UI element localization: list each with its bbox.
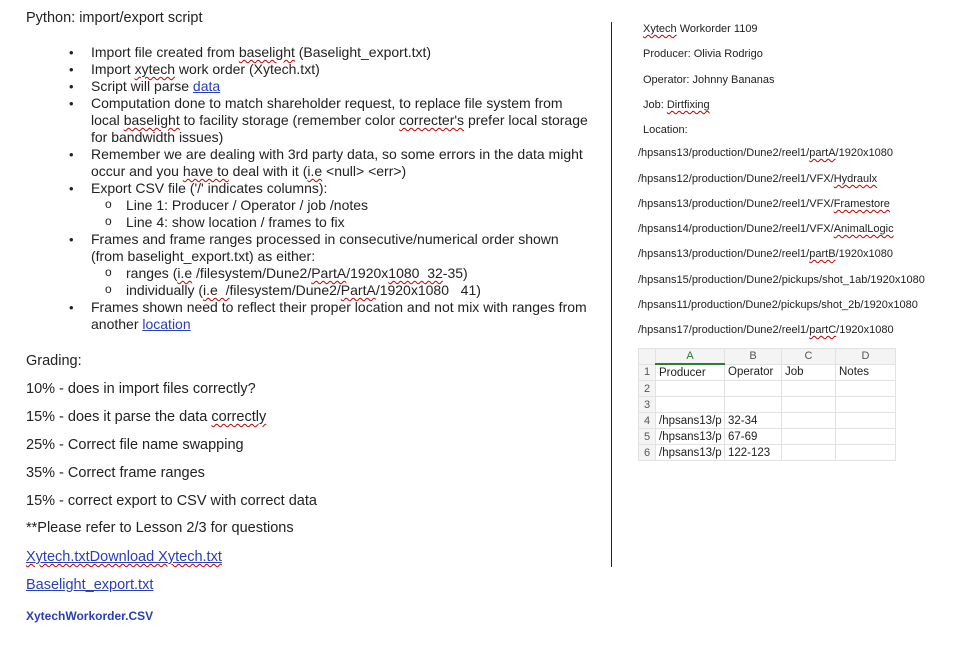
spellcheck-word: Framestore (833, 198, 890, 210)
sheet-cell[interactable] (782, 429, 836, 445)
spellcheck-word: PartA (340, 282, 376, 298)
sheet-cell[interactable]: Producer (656, 364, 725, 381)
spellcheck-word: partB (809, 248, 836, 260)
subrequirement-item: o ranges (i.e /filesystem/Dune2/PartA/1920x1080 32-35) (91, 265, 590, 282)
spellcheck-word: xytech (134, 61, 176, 77)
spellcheck-word: correctly (211, 409, 267, 425)
sheet-cell[interactable] (836, 381, 896, 397)
workorder-title: Xytech Workorder 1109 (643, 23, 758, 35)
sheet-cell[interactable] (656, 397, 725, 413)
column-header-row (639, 349, 896, 365)
spellcheck-word: partA (809, 147, 836, 159)
sheet-cell[interactable] (782, 445, 836, 461)
location-path: /hpsans11/production/Dune2/pickups/shot_2b/1920x1080 (638, 299, 918, 311)
sheet-cell[interactable]: /hpsans13/p (656, 445, 725, 461)
workorder-job: Job: Dirtfixing (643, 99, 710, 111)
spellcheck-word: i.e (307, 163, 323, 179)
sheet-cell[interactable]: 122-123 (725, 445, 782, 461)
grading-note: **Please refer to Lesson 2/3 for questions (26, 520, 294, 536)
workorder-operator: Operator: Johnny Bananas (643, 74, 775, 86)
sheet-cell[interactable]: Job (782, 364, 836, 381)
location-path: /hpsans14/production/Dune2/reel1/VFX/AnimalLogic (638, 223, 894, 235)
sheet-cell[interactable] (836, 429, 896, 445)
requirement-item: • Import xytech work order (Xytech.txt) (60, 61, 590, 78)
download-xytech-link[interactable]: Download Xytech.txt (89, 549, 222, 565)
csv-format-sublist (91, 197, 590, 231)
sheet-cell[interactable]: 67-69 (725, 429, 782, 445)
location-path: /hpsans15/production/Dune2/pickups/shot_1ab/1920x1080 (638, 274, 925, 286)
spellcheck-word: have to (182, 163, 229, 179)
sheet-row (639, 413, 896, 429)
data-link[interactable]: data (192, 78, 221, 94)
sheet-cell[interactable] (725, 381, 782, 397)
assignment-title: Python: import/export script (26, 10, 203, 26)
baselight-export-link[interactable]: Baselight_export.txt (26, 577, 154, 593)
sheet-cell[interactable]: /hpsans13/p (656, 429, 725, 445)
sheet-row (639, 397, 896, 413)
spellcheck-word: Hydraulx (833, 173, 878, 185)
column-header[interactable]: D (836, 349, 896, 365)
spellcheck-word: baselight (123, 112, 180, 128)
subrequirement-item: o Line 1: Producer / Operator / job /notes (91, 197, 590, 214)
location-path: /hpsans13/production/Dune2/reel1/partA/1920x1080 (638, 147, 894, 159)
spellcheck-word: i.e (177, 265, 193, 281)
column-header[interactable]: A (656, 349, 725, 365)
spellcheck-word: PartA (311, 265, 347, 281)
spellcheck-word: AnimalLogic (833, 223, 894, 235)
location-path: /hpsans12/production/Dune2/reel1/VFX/Hydraulx (638, 173, 878, 185)
requirement-item: • Export CSV file ('/' indicates columns): o Line 1: Producer / Operator / job /notes o Line 4: show location / frames to fix (60, 180, 590, 231)
requirement-item: • Computation done to match shareholder request, to replace file system from local baselight to facility storage (remember color correcter's prefer local storage for bandwidth issues) (60, 95, 590, 146)
row-number[interactable]: 1 (639, 364, 656, 381)
sheet-row (639, 381, 896, 397)
sheet-cell[interactable]: Operator (725, 364, 782, 381)
spellcheck-word: correcter's (399, 112, 465, 128)
grading-item: 15% - does it parse the data correctly (26, 409, 267, 425)
requirement-item: • Script will parse data (60, 78, 590, 95)
csv-preview-spreadsheet (638, 348, 896, 461)
workorder-location-label: Location: (643, 124, 688, 136)
subrequirement-item: o individually (i.e /filesystem/Dune2/PartA/1920x1080 41) (91, 282, 590, 299)
spellcheck-word: Dirtfixing (666, 99, 710, 111)
sheet-cell[interactable] (836, 397, 896, 413)
location-link[interactable]: location (142, 316, 191, 332)
grading-item: 15% - correct export to CSV with correct data (26, 493, 317, 509)
sheet-cell[interactable] (656, 381, 725, 397)
grading-heading: Grading: (26, 353, 82, 369)
grading-item: 25% - Correct file name swapping (26, 437, 244, 453)
location-path: /hpsans13/production/Dune2/reel1/VFX/Framestore (638, 198, 890, 210)
spellcheck-word: i.e / (203, 282, 230, 298)
location-path: /hpsans13/production/Dune2/reel1/partB/1920x1080 (638, 248, 894, 260)
sheet-corner[interactable] (639, 349, 656, 365)
xytech-txt-link[interactable]: Xytech.txt (26, 549, 90, 565)
column-divider (611, 22, 612, 567)
sheet-cell[interactable] (782, 381, 836, 397)
subrequirement-item: o Line 4: show location / frames to fix (91, 214, 590, 231)
xytech-download-links (26, 549, 222, 565)
spellcheck-word: partC (809, 324, 837, 336)
row-number[interactable]: 4 (639, 413, 656, 429)
requirement-item: • Frames and frame ranges processed in consecutive/numerical order shown (from baselight_export.txt) as either: o ranges (i.e /filesystem/Dune2/PartA/1920x1080 32-35) o individually (i.e /filesystem/Dune2/PartA/1920x1080 41) (60, 231, 590, 299)
spellcheck-word: Xytech (643, 23, 677, 35)
requirement-item: • Remember we are dealing with 3rd party data, so some errors in the data might occur and you have to deal with it (i.e <null> <err>) (60, 146, 590, 180)
row-number[interactable]: 2 (639, 381, 656, 397)
row-number[interactable]: 3 (639, 397, 656, 413)
frame-format-sublist (91, 265, 590, 299)
sheet-cell[interactable]: /hpsans13/p (656, 413, 725, 429)
requirement-item: • Import file created from baselight (Baselight_export.txt) (60, 44, 590, 61)
grading-item: 35% - Correct frame ranges (26, 465, 205, 481)
sheet-cell[interactable] (782, 413, 836, 429)
row-number[interactable]: 5 (639, 429, 656, 445)
sheet-row (639, 364, 896, 381)
column-header[interactable]: C (782, 349, 836, 365)
spellcheck-word: 1080 32 (388, 265, 443, 281)
row-number[interactable]: 6 (639, 445, 656, 461)
column-header[interactable]: B (725, 349, 782, 365)
requirement-item: • Frames shown need to reflect their proper location and not mix with ranges from another location (60, 299, 590, 333)
sheet-cell[interactable] (725, 397, 782, 413)
location-path: /hpsans17/production/Dune2/reel1/partC/1920x1080 (638, 324, 894, 336)
sheet-row (639, 429, 896, 445)
spellcheck-word: baselight (238, 44, 295, 60)
sheet-cell[interactable]: Notes (836, 364, 896, 381)
sheet-cell[interactable] (782, 397, 836, 413)
sheet-cell[interactable] (836, 445, 896, 461)
csv-file-label[interactable]: XytechWorkorder.CSV (26, 609, 154, 623)
sheet-row (639, 445, 896, 461)
sheet-cell[interactable] (836, 413, 896, 429)
requirements-list (60, 44, 590, 333)
workorder-producer: Producer: Olivia Rodrigo (643, 48, 763, 60)
sheet-cell[interactable]: 32-34 (725, 413, 782, 429)
grading-item: 10% - does in import files correctly? (26, 381, 256, 397)
